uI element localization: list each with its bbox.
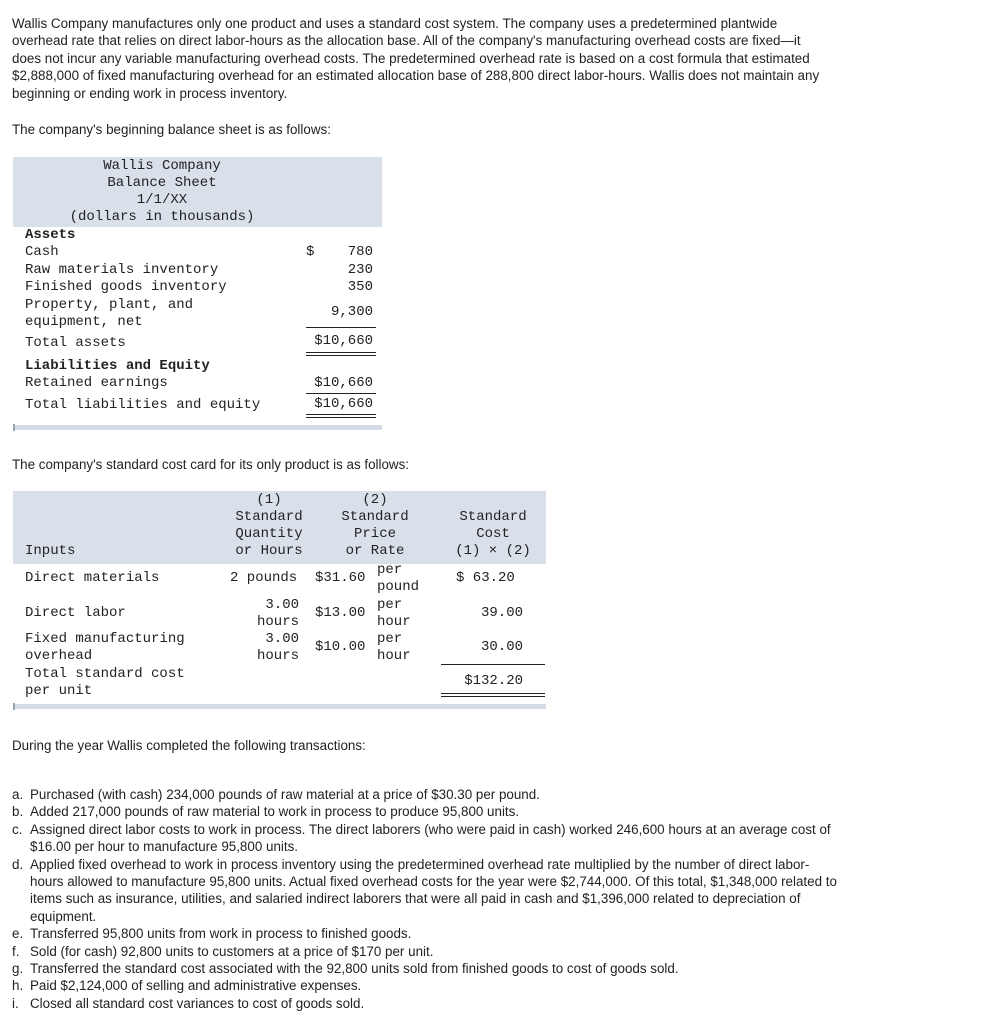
assets-heading: Assets <box>25 227 76 243</box>
list-item <box>12 856 842 926</box>
col3-header-2: Cost <box>476 526 510 542</box>
foh-qty-2: hours <box>256 648 299 664</box>
retained-rule <box>306 393 376 394</box>
cost-card-intro: The company's standard cost card for its only product is as follows: <box>12 457 410 472</box>
balance-sheet-title-company: Wallis Company <box>103 158 221 174</box>
transaction-text: Added 217,000 pounds of raw material to work in process to produce 95,800 units. <box>30 804 520 820</box>
list-item <box>12 977 842 994</box>
transaction-letter: i. <box>12 995 19 1011</box>
transactions-list <box>12 786 842 1012</box>
dm-unit-1: per <box>377 562 403 578</box>
dl-qty-2: hours <box>256 614 299 630</box>
list-item <box>12 995 842 1012</box>
transaction-text: Closed all standard cost variances to cost of goods sold. <box>30 995 365 1011</box>
foh-cost: 30.00 <box>480 639 523 655</box>
balance-sheet-scroll-tick <box>13 424 15 431</box>
transaction-text: Paid $2,124,000 of selling and administrative expenses. <box>30 978 362 994</box>
dl-qty-1: 3.00 <box>265 597 299 613</box>
dm-qty: 2 pounds <box>230 570 298 586</box>
transaction-letter: g. <box>12 961 24 977</box>
problem-intro: Wallis Company manufactures only one product and uses a standard cost system. The company uses a predetermined plantwide overhead rate that relies on direct labor-hours as the allocation base. All of the company's manufacturing overhead costs are fixed—it does not incur any variable manufacturing overhead costs. The predetermined overhead rate is based on a cost formula that estimated $2,888,000 of fixed manufacturing overhead for an estimated allocation base of 288,800 direct labor-hours. Wallis does not maintain any beginning or ending work in process inventory. <box>12 16 820 101</box>
transaction-letter: f. <box>12 943 20 959</box>
transaction-letter: b. <box>12 804 24 820</box>
foh-qty-1: 3.00 <box>265 631 299 647</box>
inputs-header: Inputs <box>25 543 76 559</box>
transaction-text: Transferred 95,800 units from work in process to finished goods. <box>30 926 412 942</box>
subtotal-rule <box>306 327 376 328</box>
raw-materials-value: 230 <box>347 262 373 278</box>
col2-header-4: or Rate <box>345 543 405 559</box>
total-cost-double-rule-top <box>441 693 545 694</box>
balance-sheet-title-date: 1/1/XX <box>136 192 188 208</box>
total-le-label: Total liabilities and equity <box>25 397 261 413</box>
col2-header-1: (2) <box>362 492 388 508</box>
col1-header-2: Standard <box>235 509 303 525</box>
finished-goods-label: Finished goods inventory <box>25 279 227 295</box>
transaction-text: Assigned direct labor costs to work in process. The direct laborers (who were paid in cash) worked 246,600 hours at an average cost of $16.00 per hour to manufacture 95,800 units. <box>30 821 831 855</box>
retained-earnings-value: $10,660 <box>314 375 373 391</box>
col1-header-4: or Hours <box>235 543 303 559</box>
dl-price: $13.00 <box>315 605 366 621</box>
total-cost-double-rule-bottom <box>441 696 545 697</box>
balance-sheet-title-units: (dollars in thousands) <box>69 209 255 225</box>
col3-header-1: Standard <box>459 509 527 525</box>
finished-goods-value: 350 <box>347 279 373 295</box>
transactions-intro: During the year Wallis completed the following transactions: <box>12 738 366 753</box>
cost-card-subtotal-rule <box>441 664 545 665</box>
total-cost-label-1: Total standard cost <box>25 666 185 682</box>
transaction-text: Applied fixed overhead to work in process inventory using the predetermined overhead rate multiplied by the number of direct labor-hours allowed to manufacture 95,800 units. Actual fixed overhead costs for the year were $2,744,000. Of this total, $1,348,000 related to items such as insurance, utilities, and salaried indirect laborers that were all paid in cash and $1,396,000 related to depreciation of equipment. <box>30 856 837 924</box>
transaction-letter: h. <box>12 978 24 994</box>
balance-sheet-title-name: Balance Sheet <box>107 175 217 191</box>
cost-card-table <box>13 491 546 709</box>
total-assets-double-rule-top <box>306 352 376 353</box>
dl-label: Direct labor <box>25 605 126 621</box>
col2-header-2: Standard <box>341 509 409 525</box>
list-item <box>12 943 842 960</box>
dm-unit-2: pound <box>377 579 420 595</box>
ppe-value: 9,300 <box>330 304 373 320</box>
dm-price: $31.60 <box>315 570 366 586</box>
list-item <box>12 960 842 977</box>
foh-unit-1: per <box>377 631 403 647</box>
raw-materials-label: Raw materials inventory <box>25 262 219 278</box>
list-item <box>12 786 842 803</box>
foh-unit-2: hour <box>377 648 411 664</box>
dl-cost: 39.00 <box>480 605 523 621</box>
foh-label-2: overhead <box>25 648 93 664</box>
total-assets-value: $10,660 <box>314 333 373 349</box>
dm-label: Direct materials <box>25 570 160 586</box>
total-assets-double-rule-bottom <box>306 355 376 356</box>
transaction-letter: a. <box>12 787 24 802</box>
cash-label: Cash <box>25 244 59 260</box>
dm-cost: $ 63.20 <box>456 570 515 586</box>
list-item <box>12 821 842 856</box>
foh-label-1: Fixed manufacturing <box>25 631 185 647</box>
balance-sheet-table <box>13 157 382 435</box>
dl-unit-2: hour <box>377 614 411 630</box>
transaction-letter: c. <box>12 821 23 837</box>
ppe-label-line2: equipment, net <box>25 314 143 330</box>
balance-sheet-scrollbar[interactable] <box>13 425 382 430</box>
cost-card-scroll-tick <box>13 703 15 710</box>
liabilities-heading: Liabilities and Equity <box>25 358 210 374</box>
list-item <box>12 803 842 820</box>
cash-currency: $ <box>306 244 315 260</box>
col1-header-3: Quantity <box>235 526 303 542</box>
total-assets-label: Total assets <box>25 335 126 351</box>
ppe-label-line1: Property, plant, and <box>25 297 194 313</box>
foh-price: $10.00 <box>315 639 366 655</box>
cost-card-scrollbar[interactable] <box>13 704 546 709</box>
col3-header-3: (1) × (2) <box>455 543 531 559</box>
total-cost-value: $132.20 <box>464 673 523 689</box>
total-cost-label-2: per unit <box>25 683 93 699</box>
col1-header-1: (1) <box>256 492 282 508</box>
total-le-double-rule-top <box>306 414 376 415</box>
col2-header-3: Price <box>353 526 396 542</box>
total-le-double-rule-bottom <box>306 417 376 418</box>
balance-sheet-intro: The company's beginning balance sheet is as follows: <box>12 122 331 137</box>
dl-unit-1: per <box>377 597 403 613</box>
cash-value: 780 <box>347 244 373 260</box>
transaction-letter: e. <box>12 926 24 942</box>
transaction-text: Sold (for cash) 92,800 units to customers at a price of $170 per unit. <box>30 943 434 959</box>
retained-earnings-label: Retained earnings <box>25 375 168 391</box>
transaction-letter: d. <box>12 856 24 872</box>
transaction-text: Purchased (with cash) 234,000 pounds of raw material at a price of $30.30 per pound. <box>30 787 540 802</box>
list-item <box>12 925 842 942</box>
transaction-text: Transferred the standard cost associated with the 92,800 units sold from finished goods to cost of goods sold. <box>30 961 679 977</box>
total-le-value: $10,660 <box>314 396 373 412</box>
